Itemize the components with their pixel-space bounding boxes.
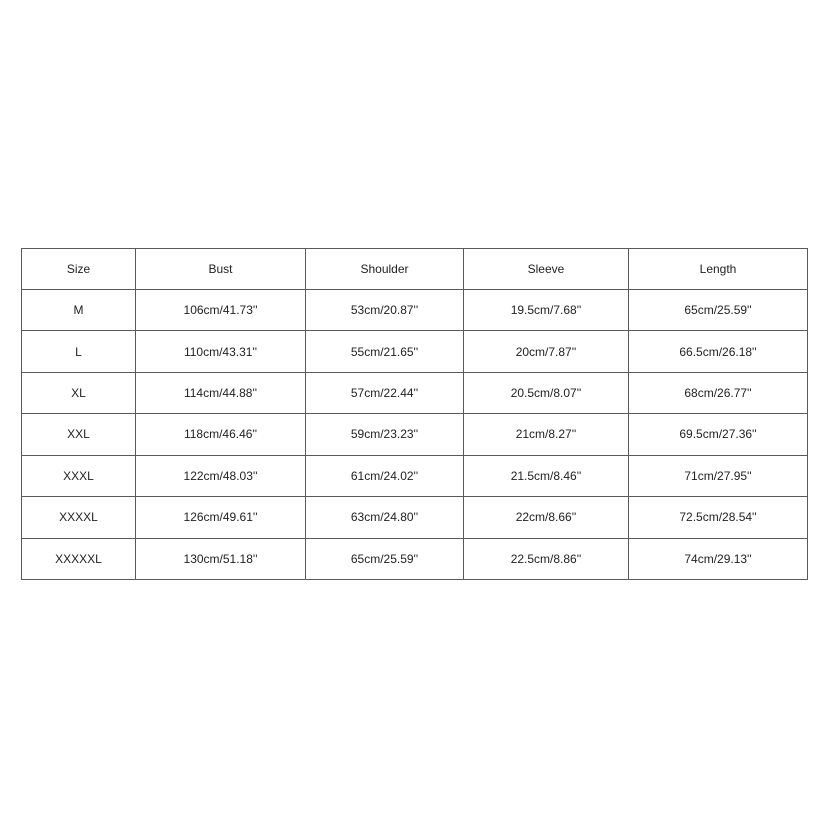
header-size: Size — [22, 249, 136, 290]
cell-length: 66.5cm/26.18'' — [629, 331, 808, 372]
cell-size: L — [22, 331, 136, 372]
cell-size: XL — [22, 372, 136, 413]
cell-shoulder: 59cm/23.23'' — [306, 414, 464, 455]
cell-bust: 126cm/49.61'' — [136, 497, 306, 538]
cell-shoulder: 53cm/20.87'' — [306, 290, 464, 331]
header-sleeve: Sleeve — [464, 249, 629, 290]
table-header — [22, 249, 808, 290]
cell-shoulder: 57cm/22.44'' — [306, 372, 464, 413]
table-row — [22, 497, 808, 538]
table-row — [22, 538, 808, 579]
cell-sleeve: 22.5cm/8.86'' — [464, 538, 629, 579]
size-chart-table — [21, 248, 808, 580]
header-shoulder: Shoulder — [306, 249, 464, 290]
cell-shoulder: 55cm/21.65'' — [306, 331, 464, 372]
cell-size: XXL — [22, 414, 136, 455]
cell-length: 68cm/26.77'' — [629, 372, 808, 413]
cell-sleeve: 20cm/7.87'' — [464, 331, 629, 372]
cell-bust: 114cm/44.88'' — [136, 372, 306, 413]
table-row — [22, 372, 808, 413]
cell-bust: 106cm/41.73'' — [136, 290, 306, 331]
cell-size: XXXXXL — [22, 538, 136, 579]
cell-size: M — [22, 290, 136, 331]
cell-size: XXXL — [22, 455, 136, 496]
table-body — [22, 290, 808, 580]
cell-length: 72.5cm/28.54'' — [629, 497, 808, 538]
cell-length: 69.5cm/27.36'' — [629, 414, 808, 455]
cell-sleeve: 22cm/8.66'' — [464, 497, 629, 538]
cell-size: XXXXL — [22, 497, 136, 538]
table-row — [22, 414, 808, 455]
header-row — [22, 249, 808, 290]
cell-shoulder: 63cm/24.80'' — [306, 497, 464, 538]
cell-shoulder: 65cm/25.59'' — [306, 538, 464, 579]
table-row — [22, 290, 808, 331]
table-row — [22, 455, 808, 496]
table-row — [22, 331, 808, 372]
cell-bust: 130cm/51.18'' — [136, 538, 306, 579]
cell-bust: 118cm/46.46'' — [136, 414, 306, 455]
cell-sleeve: 21cm/8.27'' — [464, 414, 629, 455]
header-length: Length — [629, 249, 808, 290]
cell-length: 71cm/27.95'' — [629, 455, 808, 496]
cell-length: 74cm/29.13'' — [629, 538, 808, 579]
cell-shoulder: 61cm/24.02'' — [306, 455, 464, 496]
cell-sleeve: 19.5cm/7.68'' — [464, 290, 629, 331]
cell-length: 65cm/25.59'' — [629, 290, 808, 331]
header-bust: Bust — [136, 249, 306, 290]
cell-bust: 110cm/43.31'' — [136, 331, 306, 372]
cell-sleeve: 21.5cm/8.46'' — [464, 455, 629, 496]
cell-bust: 122cm/48.03'' — [136, 455, 306, 496]
cell-sleeve: 20.5cm/8.07'' — [464, 372, 629, 413]
